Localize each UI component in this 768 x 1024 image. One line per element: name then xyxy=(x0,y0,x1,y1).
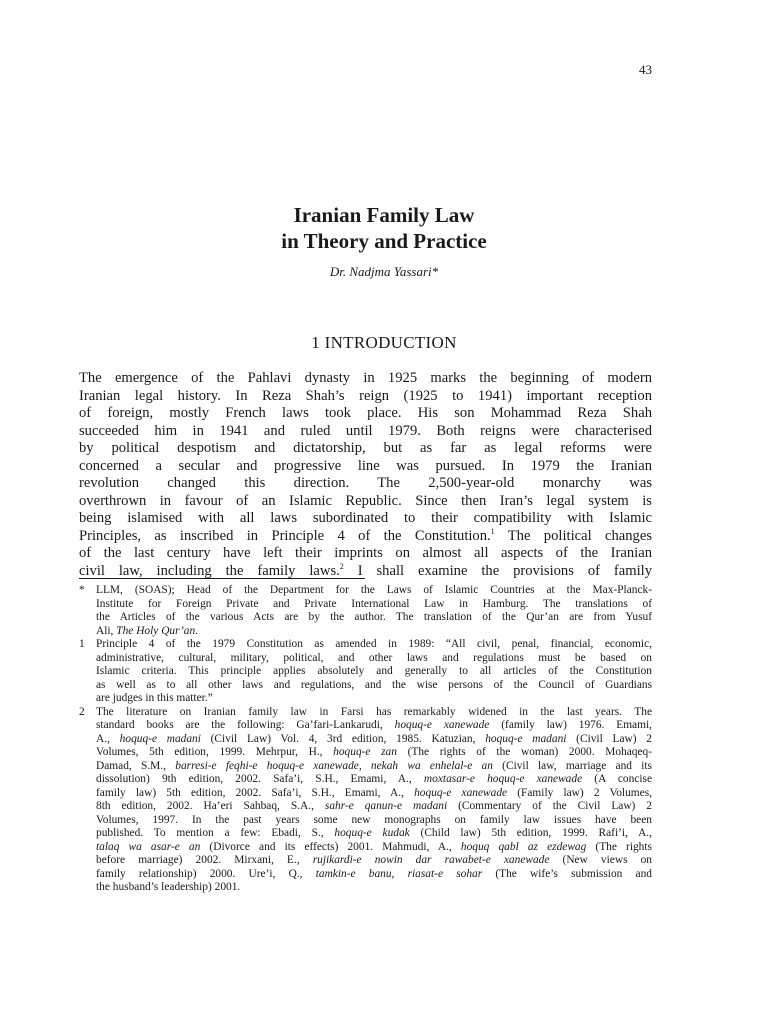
footnote-line: are judges in this matter.” xyxy=(96,692,213,704)
footnote-text: (A concise xyxy=(582,773,653,785)
footnote-text: (Child law) 5th edition, 1999. Rafi’i, A., xyxy=(409,827,652,839)
author-name: Dr. Nadjma Yassari xyxy=(329,264,432,279)
body-line: concerned a secular and progressive line was pursued. In 1979 the Iranian xyxy=(79,457,652,474)
article-title xyxy=(0,202,768,254)
footnote-divider xyxy=(79,578,365,579)
footnote-line: Institute for Foreign Private and Private International Law in Hamburg. The translations of xyxy=(96,597,652,610)
body-line: overthrown in favour of an Islamic Republic. Since then Iran’s legal system is xyxy=(79,492,652,509)
body-paragraph xyxy=(79,370,652,580)
footnote-italic: hoquq-e xanewade xyxy=(394,719,490,731)
footnote-text: before marriage) 2002. Mirxani, E., xyxy=(96,854,313,866)
body-line: The emergence of the Pahlavi dynasty in 1925 marks the beginning of modern xyxy=(79,370,652,386)
footnote-text: Ali, xyxy=(96,624,117,637)
footnote-text: family relationship) 2000. Ure’i, Q., xyxy=(96,867,316,880)
title-line-1: Iranian Family Law xyxy=(293,203,475,227)
footnote-line xyxy=(96,868,652,882)
footnote-line: as well as to all other laws and regulations, and the wise persons of the Council of Guardians xyxy=(96,678,652,691)
footnote-line: Volumes, 1997. In the past years some new monographs on family law issues have been xyxy=(96,813,652,826)
page-number: 43 xyxy=(639,62,652,77)
title-line-2: in Theory and Practice xyxy=(281,229,487,253)
footnote-text: (Civil law, marriage and its xyxy=(492,759,652,772)
footnote-line xyxy=(96,625,652,639)
footnote-ref-1[interactable]: 1 xyxy=(490,526,495,536)
body-line xyxy=(79,528,652,546)
body-line: being islamised with all laws subordinated to their compatibility with Islamic xyxy=(79,510,652,526)
footnote-text: (Civil Law) Vol. 4, 3rd edition, 1985. Katuzian, xyxy=(200,732,486,745)
author-footnote-mark: * xyxy=(431,264,439,279)
footnote-line: LLM, (SOAS); Head of the Department for the Laws of Islamic Countries at the Max-Planck- xyxy=(96,584,652,596)
footnote-italic: The Holy Qur’an xyxy=(116,624,196,637)
footnote-text: (The rights of the woman) 2000. Mohaqeq- xyxy=(396,746,653,758)
footnote-line xyxy=(96,787,652,801)
body-line-text: civil law, including the family laws. xyxy=(79,562,340,579)
footnote-line: the husband’s leadership) 2001. xyxy=(96,881,241,893)
footnote-ref-2[interactable]: 2 xyxy=(339,561,344,571)
footnote-mark: 2 xyxy=(79,705,85,718)
footnote-line xyxy=(96,800,652,814)
footnote-italic: hoquq qabl az ezdewag xyxy=(460,840,587,853)
body-line: succeeded him in 1941 and ruled until 1979. Both reigns were characterised xyxy=(79,422,652,439)
body-line-text: The political changes xyxy=(494,527,652,544)
footnote-text: A., xyxy=(96,732,120,745)
footnote-line xyxy=(96,773,652,787)
footnote-line: the Articles of the various Acts are by the author. The translation of the Qur’an are from Yusuf xyxy=(96,611,652,623)
footnote-line xyxy=(96,719,652,733)
footnote-italic: rujikardi-e nowin dar rawabet-e xanewade xyxy=(312,854,550,866)
body-line-text: Principles, as inscribed in Principle 4 of the Constitution. xyxy=(79,527,491,544)
footnote-line: Principle 4 of the 1979 Constitution as amended in 1989: “All civil, penal, financial, economic, xyxy=(96,638,652,650)
footnote-line: Islamic criteria. This principle applies absolutely and generally to all articles of the Constitution xyxy=(96,665,652,677)
body-line: by political despotism and dictatorship, but as far as legal reforms were xyxy=(79,440,652,456)
footnote-line xyxy=(96,733,652,747)
footnote-italic: sahr-e qanun-e madani xyxy=(324,800,448,812)
footnote-text: (The wife’s submission and xyxy=(482,867,652,880)
footnote-line xyxy=(96,760,652,774)
footnote-text: (New views on xyxy=(549,854,652,866)
footnote-italic: moxtasar-e hoquq-e xanewade xyxy=(423,773,583,785)
footnote-italic: hoquq-e madani xyxy=(119,732,201,745)
footnote-line: The literature on Iranian family law in Farsi has remarkably widened in the last years. The xyxy=(96,705,652,718)
footnote-text: family law) 5th edition, 2002. Safa’i, S.H., Emami, A., xyxy=(96,786,415,799)
footnote-line xyxy=(96,854,652,868)
footnote-text: Volumes, 5th edition, 1999. Mehrpur, H., xyxy=(96,746,334,758)
footnote-italic: barresi-e feqhi-e hoquq-e xanewade, nekah wa enhelal-e an xyxy=(175,759,493,772)
body-line: of the last century have left their imprints on almost all aspects of the Iranian xyxy=(79,545,652,561)
footnote-text: (Divorce and its effects) 2001. Mahmudi, A., xyxy=(200,840,461,853)
footnote-italic: hoquq-e madani xyxy=(485,732,567,745)
footnotes xyxy=(79,584,652,895)
footnote-text: (Commentary of the Civil Law) 2 xyxy=(447,800,652,812)
footnote-text: (Civil Law) 2 xyxy=(566,732,652,745)
footnote-star xyxy=(79,584,652,638)
footnote-italic: hoquq-e kudak xyxy=(334,827,410,839)
footnote-italic: tamkin-e banu, riasat-e sohar xyxy=(315,867,483,880)
body-line: Iranian legal history. In Reza Shah’s reign (1925 to 1941) important reception xyxy=(79,387,652,404)
footnote-text: published. To mention a few: Ebadi, S., xyxy=(96,827,335,839)
footnote-italic: hoquq-e zan xyxy=(333,746,397,758)
footnote-text: Damad, S.M., xyxy=(96,759,176,772)
footnote-line xyxy=(96,841,652,855)
footnote-line xyxy=(96,827,652,841)
footnote-text: 8th edition, 2002. Ha’eri Sahbaq, S.A., xyxy=(96,800,325,812)
footnote-2 xyxy=(79,706,652,895)
author-byline xyxy=(0,264,768,280)
footnote-mark: * xyxy=(79,584,85,596)
section-heading: 1 INTRODUCTION xyxy=(311,333,457,352)
footnote-mark: 1 xyxy=(79,638,85,650)
footnote-text: standard books are the following: Ga’fari-Lankarudi, xyxy=(96,719,395,731)
footnote-1 xyxy=(79,638,652,706)
footnote-line xyxy=(96,746,652,760)
footnote-text: . xyxy=(195,624,199,637)
footnote-text: (Family law) 2 Volumes, xyxy=(507,786,652,799)
footnote-italic: hoquq-e xanewade xyxy=(414,786,508,799)
body-line: revolution changed this direction. The 2,500-year-old monarchy was xyxy=(79,475,652,491)
footnote-line: administrative, cultural, military, political, and other laws and regulations must be based on xyxy=(96,651,652,664)
footnote-text: (The rights xyxy=(586,840,652,853)
footnote-text: dissolution) 9th edition, 2002. Safa’i, S.H., Emami, A., xyxy=(96,773,424,785)
body-line-text: I shall examine the provisions of family xyxy=(357,562,653,579)
body-line: of foreign, mostly French laws took place. His son Mohammad Reza Shah xyxy=(79,405,652,421)
footnote-italic: talaq wa asar-e an xyxy=(96,840,201,853)
footnote-text: (family law) 1976. Emami, xyxy=(489,719,652,731)
